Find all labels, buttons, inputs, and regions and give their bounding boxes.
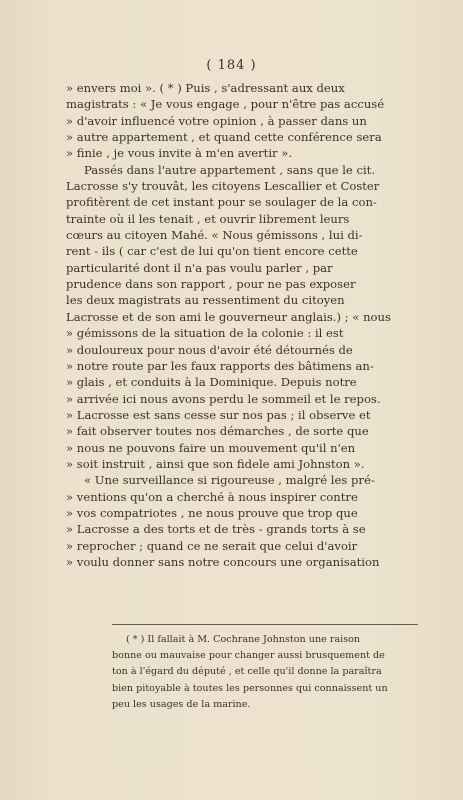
text-line: Lacrosse et de son ami le gouverneur anglais.) ; « nous <box>66 309 391 324</box>
text-line: » fait observer toutes nos démarches , de sorte que <box>66 424 369 439</box>
footnote-line: bien pitoyable à toutes les personnes qui connaissent un <box>112 682 388 694</box>
footnote-line: ( * ) Il fallait à M. Cochrane Johnston une raison <box>126 634 361 645</box>
text-line: » nous ne pouvons faire un mouvement qu'il n'en <box>66 440 356 455</box>
text-line: » d'avoir influencé votre opinion , à passer dans un <box>66 113 367 128</box>
text-line: les deux magistrats au ressentiment du citoyen <box>66 293 345 308</box>
main-text <box>66 80 420 570</box>
text-line: » finie , je vous invite à m'en avertir ». <box>66 146 293 161</box>
text-line: magistrats : « Je vous engage , pour n'être pas accusé <box>66 97 385 112</box>
text-line: » gémissons de la situation de la colonie : il est <box>66 326 344 341</box>
text-line: » voulu donner sans notre concours une organisation <box>66 554 380 569</box>
text-line: « Une surveillance si rigoureuse , malgré les pré- <box>84 473 375 488</box>
text-line: cœurs au citoyen Mahé. « Nous gémissons , lui di- <box>66 228 363 243</box>
page-number: ( 184 ) <box>206 58 257 73</box>
text-line: » vos compatriotes , ne nous prouve que trop que <box>66 505 358 520</box>
text-line: Passés dans l'autre appartement , sans que le cit. <box>84 162 376 177</box>
text-line: trainte où il les tenait , et ouvrir librement leurs <box>66 211 350 226</box>
text-line: » envers moi ». ( * ) Puis , s'adressant aux deux <box>66 81 345 95</box>
text-line: » Lacrosse a des torts et de très - grands torts à se <box>66 522 366 537</box>
text-line: » Lacrosse est sans cesse sur nos pas ; il observe et <box>66 407 371 422</box>
text-line: Lacrosse s'y trouvât, les citoyens Lescallier et Coster <box>66 179 380 194</box>
text-line: particularité dont il n'a pas voulu parler , par <box>66 260 333 275</box>
footnote-line: ton à l'égard du député , et celle qu'il donne la paraîtra <box>112 666 382 678</box>
footnote-line: bonne ou mauvaise pour changer aussi brusquement de <box>112 650 385 662</box>
text-line: profitèrent de cet instant pour se soulager de la con- <box>66 195 377 210</box>
footnote-divider <box>112 624 418 625</box>
text-line: prudence dans son rapport , pour ne pas exposer <box>66 277 356 292</box>
text-line: » soit instruit , ainsi que son fidele ami Johnston ». <box>66 456 365 471</box>
text-line: » glais , et conduits à la Dominique. Depuis notre <box>66 375 357 390</box>
text-line: » ventions qu'on a cherché à nous inspirer contre <box>66 489 358 504</box>
text-line: » notre route par les faux rapports des bâtimens an- <box>66 358 374 373</box>
text-line: rent - ils ( car c'est de lui qu'on tient encore cette <box>66 244 358 259</box>
text-line: » douloureux pour nous d'avoir été détournés de <box>66 342 353 357</box>
text-line: » reprocher ; quand ce ne serait que celui d'avoir <box>66 538 358 553</box>
footnote-line: peu les usages de la marine. <box>112 698 251 710</box>
footnote <box>112 632 422 713</box>
text-line: » autre appartement , et quand cette conférence sera <box>66 130 382 145</box>
text-line: » arrivée ici nous avons perdu le sommeil et le repos. <box>66 391 381 406</box>
